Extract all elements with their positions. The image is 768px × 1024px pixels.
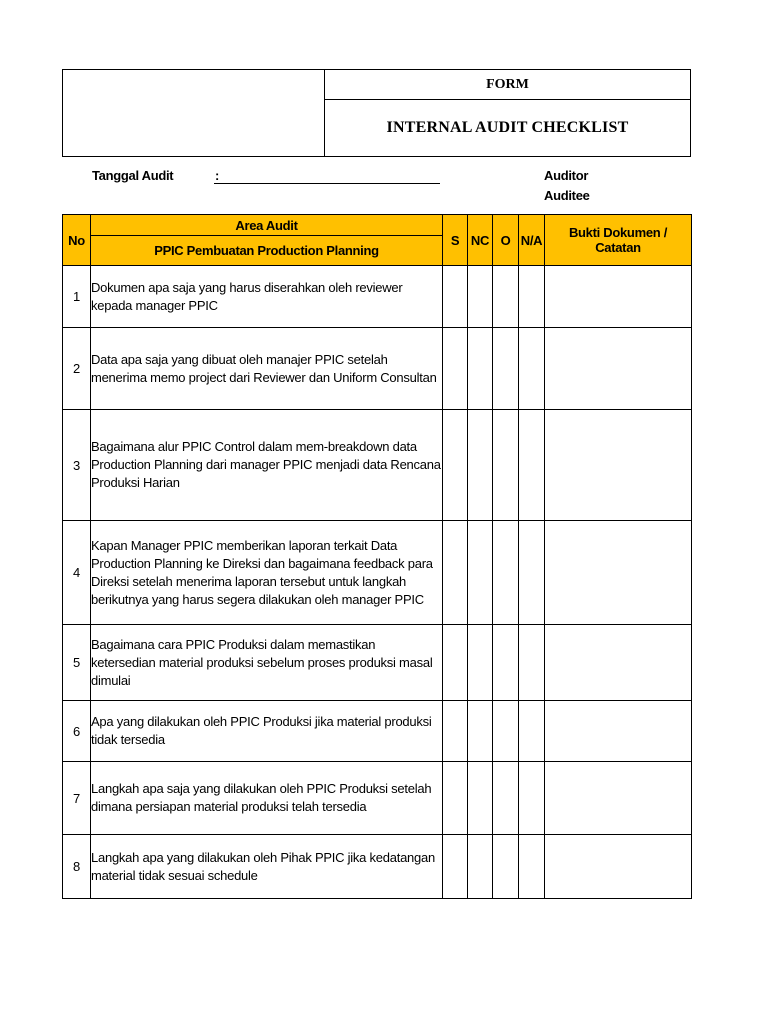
- question-text: Langkah apa yang dilakukan oleh Pihak PPIC jika kedatangan material tidak sesuai schedule: [91, 849, 435, 883]
- cell-s[interactable]: [443, 521, 468, 625]
- question-text: Data apa saja yang dibuat oleh manajer PPIC setelah menerima memo project dari Reviewer dan Uniform Consultan: [91, 351, 437, 385]
- header-no: No: [63, 215, 91, 266]
- row-question: [91, 328, 443, 410]
- cell-na[interactable]: [519, 266, 545, 328]
- row-number: 4: [63, 521, 91, 625]
- cell-nc[interactable]: [468, 521, 493, 625]
- form-label: FORM: [325, 70, 690, 100]
- form-header: [62, 69, 691, 157]
- cell-nc[interactable]: [468, 835, 493, 899]
- question-text: Bagaimana alur PPIC Control dalam mem-breakdown data Production Planning dari manager PPIC menjadi data Rencana Produksi Harian: [91, 439, 441, 490]
- cell-bukti[interactable]: [545, 625, 692, 701]
- logo-area: [63, 70, 325, 156]
- cell-nc[interactable]: [468, 266, 493, 328]
- tanggal-audit-label: Tanggal Audit: [92, 168, 174, 183]
- cell-o[interactable]: [493, 762, 519, 835]
- row-question: [91, 266, 443, 328]
- cell-nc[interactable]: [468, 762, 493, 835]
- cell-o[interactable]: [493, 410, 519, 521]
- row-number: 7: [63, 762, 91, 835]
- row-number: 8: [63, 835, 91, 899]
- header-nc: NC: [468, 215, 493, 266]
- row-number: 2: [63, 328, 91, 410]
- cell-bukti[interactable]: [545, 701, 692, 762]
- table-row: [63, 266, 692, 328]
- cell-o[interactable]: [493, 701, 519, 762]
- cell-na[interactable]: [519, 625, 545, 701]
- question-text: Bagaimana cara PPIC Produksi dalam memastikan ketersedian material produksi sebelum proses produksi masal dimulai: [91, 636, 433, 688]
- cell-na[interactable]: [519, 762, 545, 835]
- cell-nc[interactable]: [468, 701, 493, 762]
- question-text: Langkah apa saja yang dilakukan oleh PPIC Produksi setelah dimana persiapan material produksi telah tersedia: [91, 781, 432, 814]
- tanggal-audit-colon: :: [215, 168, 220, 183]
- cell-o[interactable]: [493, 625, 519, 701]
- cell-o[interactable]: [493, 266, 519, 328]
- row-question: [91, 835, 443, 899]
- cell-s[interactable]: [443, 625, 468, 701]
- cell-nc[interactable]: [468, 328, 493, 410]
- cell-s[interactable]: [443, 835, 468, 899]
- table-row: [63, 701, 692, 762]
- question-text: Apa yang dilakukan oleh PPIC Produksi jika material produksi tidak tersedia: [91, 714, 432, 747]
- row-number: 1: [63, 266, 91, 328]
- auditee-label: Auditee: [544, 188, 590, 203]
- cell-bukti[interactable]: [545, 762, 692, 835]
- tanggal-audit-field[interactable]: [214, 183, 440, 184]
- row-question: [91, 410, 443, 521]
- cell-na[interactable]: [519, 521, 545, 625]
- row-number: 6: [63, 701, 91, 762]
- cell-nc[interactable]: [468, 410, 493, 521]
- cell-bukti[interactable]: [545, 410, 692, 521]
- table-row: [63, 835, 692, 899]
- row-number: 3: [63, 410, 91, 521]
- cell-bukti[interactable]: [545, 835, 692, 899]
- cell-o[interactable]: [493, 835, 519, 899]
- header-o: O: [493, 215, 519, 266]
- row-question: [91, 762, 443, 835]
- cell-s[interactable]: [443, 328, 468, 410]
- header-s: S: [443, 215, 468, 266]
- cell-bukti[interactable]: [545, 266, 692, 328]
- table-row: [63, 328, 692, 410]
- cell-s[interactable]: [443, 701, 468, 762]
- question-text: Dokumen apa saja yang harus diserahkan oleh reviewer kepada manager PPIC: [91, 279, 403, 313]
- cell-na[interactable]: [519, 701, 545, 762]
- form-title: INTERNAL AUDIT CHECKLIST: [386, 119, 629, 136]
- cell-s[interactable]: [443, 266, 468, 328]
- table-row: [63, 521, 692, 625]
- cell-na[interactable]: [519, 835, 545, 899]
- row-number: 5: [63, 625, 91, 701]
- table-row: [63, 625, 692, 701]
- cell-bukti[interactable]: [545, 521, 692, 625]
- row-question: [91, 521, 443, 625]
- header-bukti: Bukti Dokumen / Catatan: [545, 215, 692, 266]
- row-question: [91, 701, 443, 762]
- cell-na[interactable]: [519, 410, 545, 521]
- auditor-label: Auditor: [544, 168, 589, 183]
- table-row: [63, 762, 692, 835]
- header-na: N/A: [519, 215, 545, 266]
- header-area-audit: Area Audit: [91, 215, 443, 236]
- cell-bukti[interactable]: [545, 328, 692, 410]
- cell-o[interactable]: [493, 328, 519, 410]
- cell-nc[interactable]: [468, 625, 493, 701]
- cell-o[interactable]: [493, 521, 519, 625]
- header-area-subtitle: PPIC Pembuatan Production Planning: [91, 236, 443, 266]
- cell-na[interactable]: [519, 328, 545, 410]
- question-text: Kapan Manager PPIC memberikan laporan terkait Data Production Planning ke Direksi dan bagaimana feedback para Direksi setelah menerima laporan tersebut untuk langkah berikutnya yang harus segera dilakukan oleh manager PPIC: [91, 537, 433, 607]
- audit-checklist-table: [62, 214, 692, 899]
- row-question: [91, 625, 443, 701]
- table-row: [63, 410, 692, 521]
- cell-s[interactable]: [443, 762, 468, 835]
- cell-s[interactable]: [443, 410, 468, 521]
